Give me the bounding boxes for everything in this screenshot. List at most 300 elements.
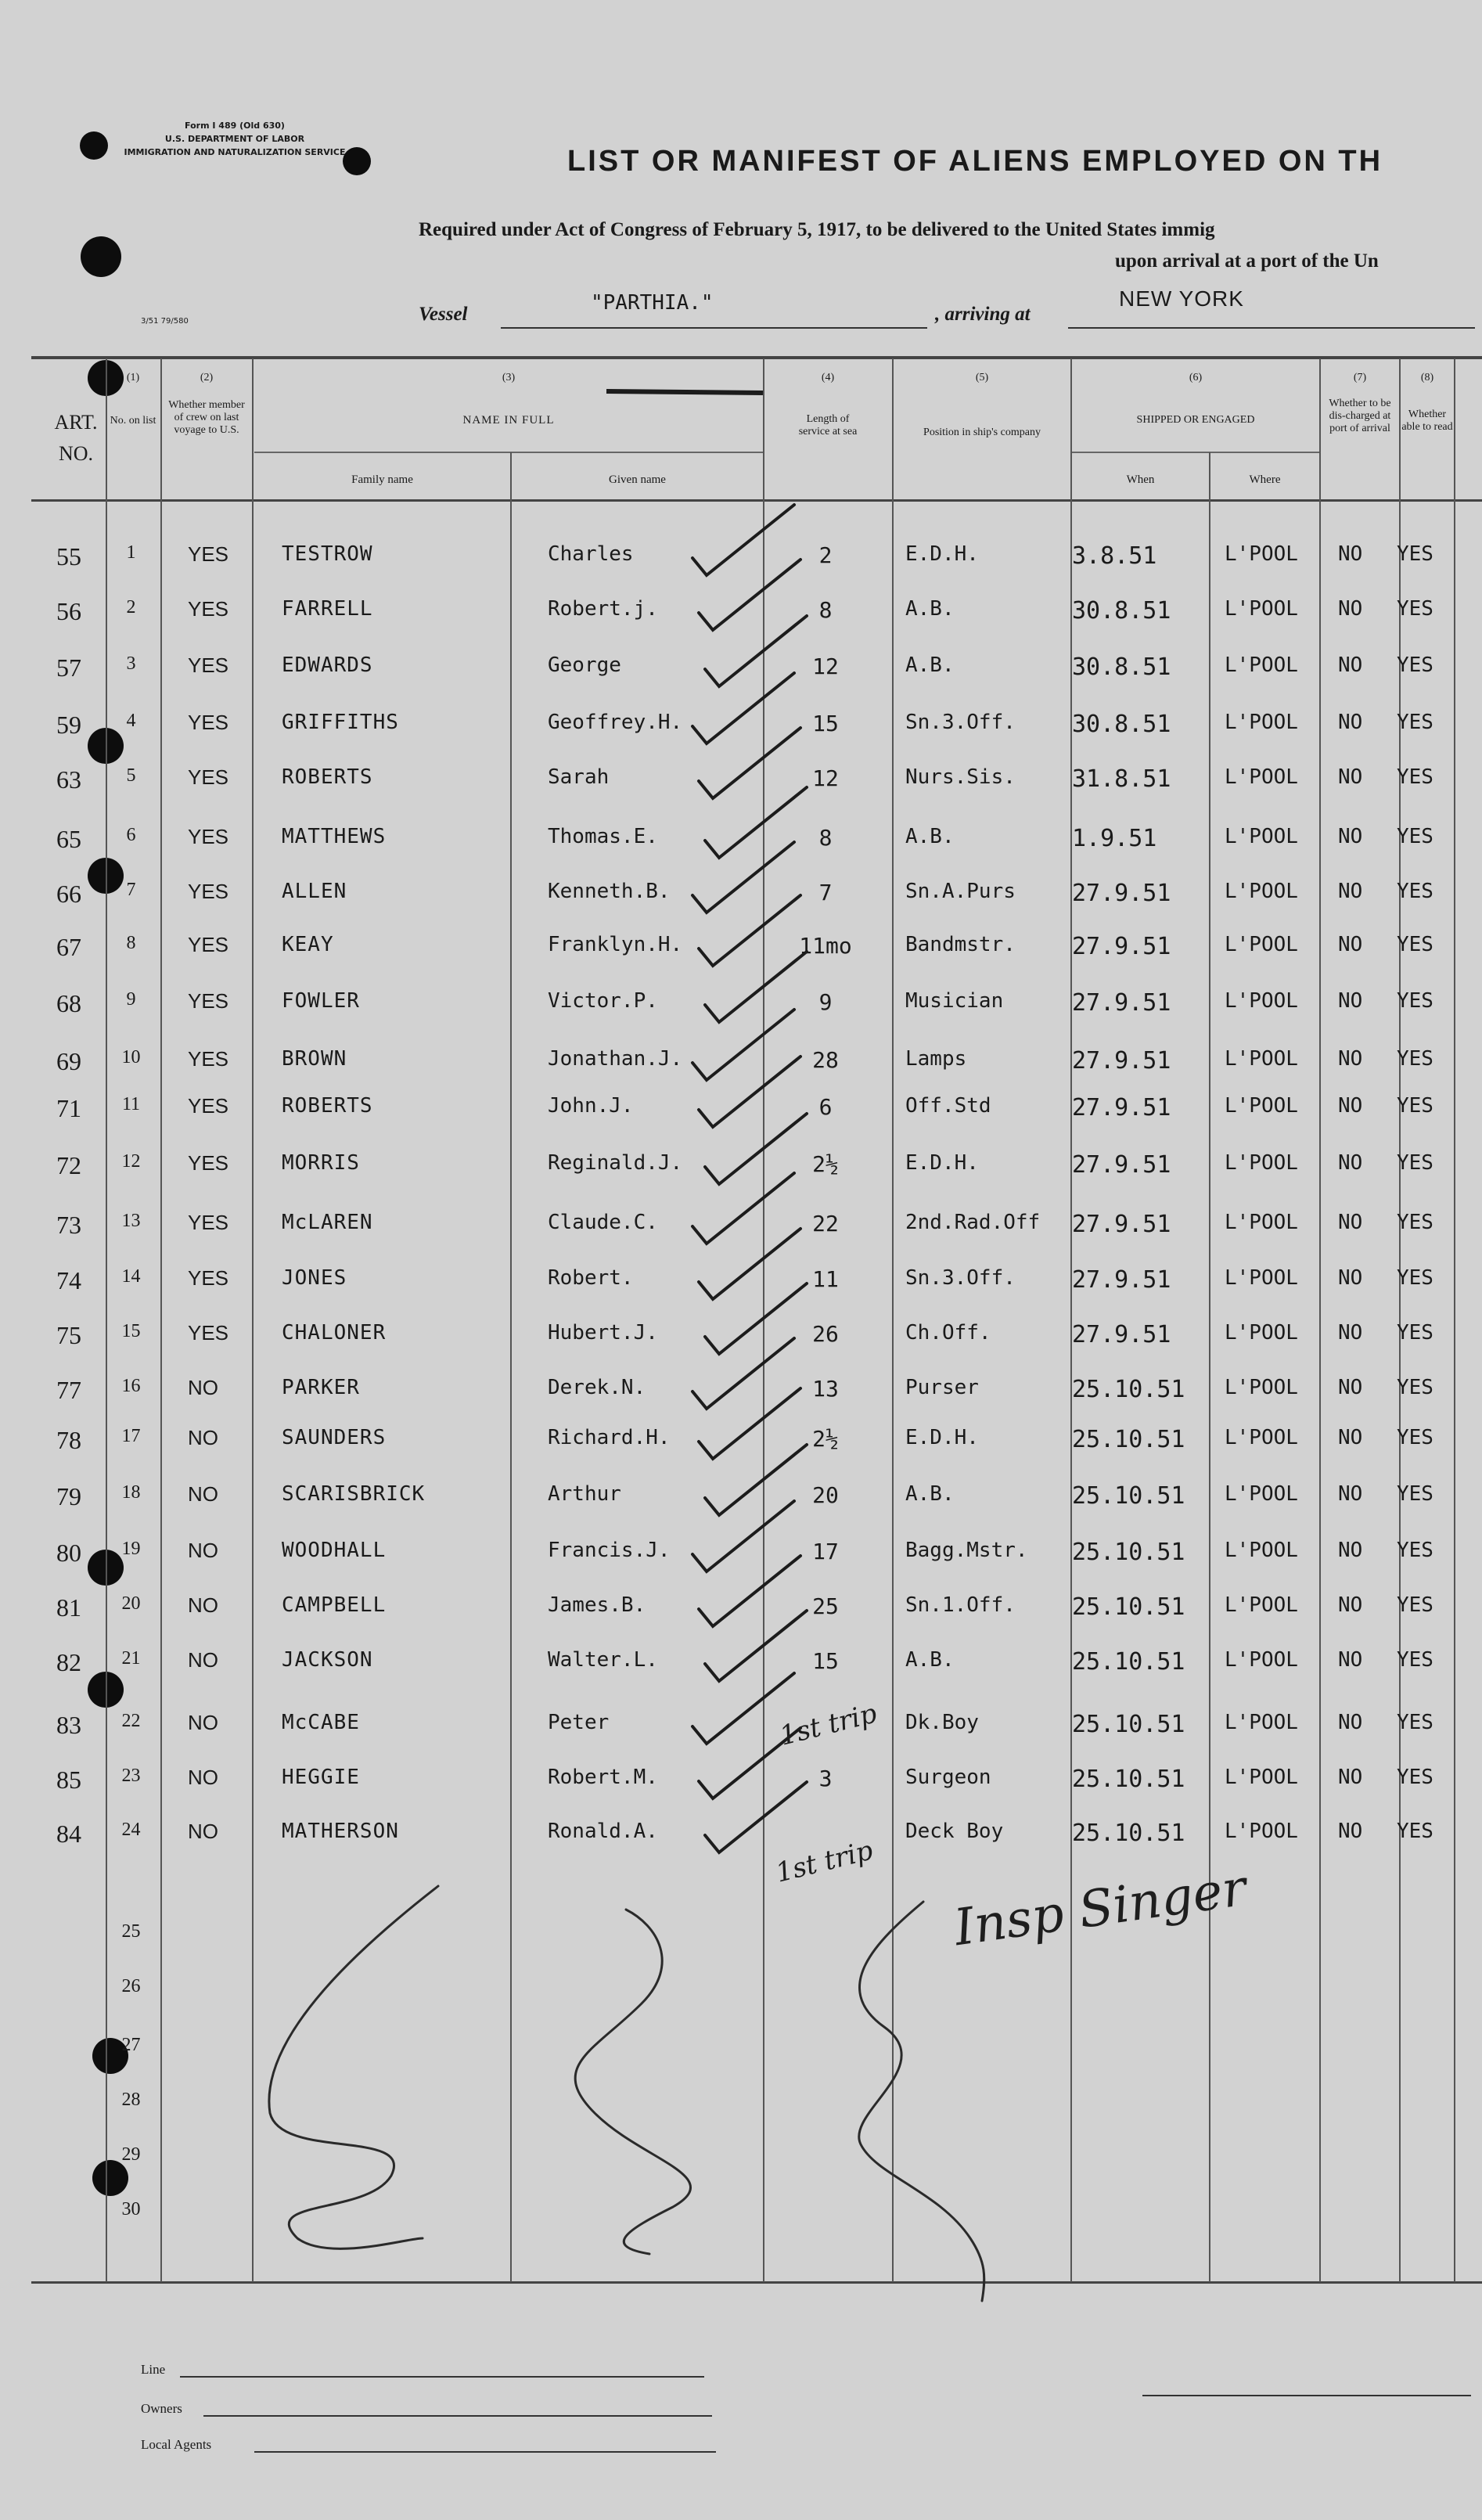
engaged-when: 27.9.51 bbox=[1072, 1321, 1171, 1348]
engaged-when: 25.10.51 bbox=[1072, 1593, 1185, 1621]
art-number: 73 bbox=[56, 1211, 81, 1239]
header-art-no: ART. NO. bbox=[54, 411, 98, 465]
cancel-squiggle bbox=[269, 1886, 438, 2248]
given-name: Robert.M. bbox=[548, 1766, 658, 1789]
art-number: 71 bbox=[56, 1094, 81, 1122]
engaged-when: 27.9.51 bbox=[1072, 880, 1171, 907]
position: A.B. bbox=[905, 1648, 955, 1672]
length-of-service: 9 bbox=[818, 989, 833, 1015]
length-of-service: 25 bbox=[812, 1593, 839, 1619]
art-number: 80 bbox=[56, 1539, 81, 1567]
able-to-read: YES bbox=[1397, 711, 1433, 734]
check-mark bbox=[705, 787, 807, 858]
engaged-when: 25.10.51 bbox=[1072, 1820, 1185, 1847]
given-name: Jonathan.J. bbox=[548, 1047, 683, 1071]
length-of-service: 15 bbox=[812, 1648, 839, 1674]
list-number: 15 bbox=[121, 1321, 141, 1341]
engaged-when: 25.10.51 bbox=[1072, 1426, 1185, 1453]
discharged-at-port: NO bbox=[1338, 1648, 1363, 1672]
art-number: 79 bbox=[56, 1482, 81, 1510]
family-name: MATTHEWS bbox=[282, 825, 387, 848]
check-mark bbox=[692, 505, 794, 575]
col-number-6: (6) bbox=[1189, 372, 1203, 383]
department: U.S. DEPARTMENT OF LABOR bbox=[164, 134, 305, 144]
given-name: Peter bbox=[548, 1711, 610, 1734]
discharged-at-port: NO bbox=[1338, 542, 1363, 566]
length-of-service: 3 bbox=[818, 1766, 833, 1791]
header-where: Where bbox=[1249, 473, 1281, 486]
header-discharged: Whether to be dis-charged at port of arrival bbox=[1329, 398, 1391, 434]
family-name: BROWN bbox=[282, 1047, 347, 1071]
position: Ch.Off. bbox=[905, 1321, 991, 1345]
header-able-to-read: Whether able to read bbox=[1401, 409, 1453, 433]
discharged-at-port: NO bbox=[1338, 653, 1363, 677]
position: Off.Std bbox=[905, 1094, 991, 1118]
engaged-where: L'POOL bbox=[1225, 1593, 1298, 1617]
art-number: 77 bbox=[56, 1376, 81, 1404]
length-of-service: 15 bbox=[812, 711, 839, 736]
able-to-read: YES bbox=[1397, 1376, 1433, 1399]
art-number: 75 bbox=[56, 1321, 81, 1349]
discharged-at-port: NO bbox=[1338, 989, 1363, 1013]
list-number: 21 bbox=[121, 1648, 141, 1669]
arriving-value: NEW YORK bbox=[1119, 286, 1244, 311]
discharged-at-port: NO bbox=[1338, 1211, 1363, 1234]
position: Sn.1.Off. bbox=[905, 1593, 1016, 1617]
engaged-when: 27.9.51 bbox=[1072, 933, 1171, 960]
family-name: McCABE bbox=[282, 1711, 360, 1734]
previous-voyage: YES bbox=[188, 597, 229, 621]
art-number: 63 bbox=[56, 765, 81, 794]
art-number: 85 bbox=[56, 1766, 81, 1794]
given-name: Francis.J. bbox=[548, 1539, 671, 1562]
able-to-read: YES bbox=[1397, 1321, 1433, 1345]
list-number: 8 bbox=[126, 933, 136, 953]
given-name: Ronald.A. bbox=[548, 1820, 658, 1843]
able-to-read: YES bbox=[1397, 1711, 1433, 1734]
given-name: Geoffrey.H. bbox=[548, 711, 683, 734]
list-number: 10 bbox=[121, 1047, 141, 1067]
position: Sn.A.Purs bbox=[905, 880, 1016, 903]
svg-text:1st trip: 1st trip bbox=[776, 1697, 880, 1752]
given-name: Richard.H. bbox=[548, 1426, 671, 1449]
engaged-when: 30.8.51 bbox=[1072, 711, 1171, 738]
header-previous-voyage: Whether member of crew on last voyage to U.S. bbox=[168, 399, 245, 436]
length-of-service: 2½ bbox=[812, 1151, 839, 1177]
family-name: EDWARDS bbox=[282, 653, 373, 677]
previous-voyage: NO bbox=[188, 1820, 218, 1843]
engaged-where: L'POOL bbox=[1225, 597, 1298, 621]
able-to-read: YES bbox=[1397, 1426, 1433, 1449]
check-mark bbox=[699, 1388, 800, 1459]
given-name: Robert.j. bbox=[548, 597, 658, 621]
given-name: George bbox=[548, 653, 621, 677]
engaged-when: 27.9.51 bbox=[1072, 1047, 1171, 1075]
document-title: LIST OR MANIFEST OF ALIENS EMPLOYED ON TH bbox=[567, 145, 1383, 178]
previous-voyage: YES bbox=[188, 880, 229, 903]
blank-line-number: 30 bbox=[121, 2199, 141, 2219]
able-to-read: YES bbox=[1397, 989, 1433, 1013]
engaged-when: 25.10.51 bbox=[1072, 1539, 1185, 1566]
family-name: CHALONER bbox=[282, 1321, 387, 1345]
given-name: Kenneth.B. bbox=[548, 880, 671, 903]
blank-line-number: 27 bbox=[121, 2035, 141, 2055]
footer-line-label: Line bbox=[141, 2362, 166, 2377]
engaged-where: L'POOL bbox=[1225, 1482, 1298, 1506]
engaged-when: 30.8.51 bbox=[1072, 653, 1171, 681]
check-mark bbox=[692, 673, 794, 743]
family-name: MORRIS bbox=[282, 1151, 360, 1175]
discharged-at-port: NO bbox=[1338, 1321, 1363, 1345]
position: Nurs.Sis. bbox=[905, 765, 1016, 789]
engaged-where: L'POOL bbox=[1225, 1047, 1298, 1071]
able-to-read: YES bbox=[1397, 880, 1433, 903]
previous-voyage: NO bbox=[188, 1376, 218, 1399]
engaged-where: L'POOL bbox=[1225, 1321, 1298, 1345]
able-to-read: YES bbox=[1397, 1593, 1433, 1617]
previous-voyage: NO bbox=[188, 1766, 218, 1789]
length-of-service: 2½ bbox=[812, 1426, 839, 1452]
previous-voyage: YES bbox=[188, 989, 229, 1013]
discharged-at-port: NO bbox=[1338, 825, 1363, 848]
document-subtitle-1: Required under Act of Congress of February 5, 1917, to be delivered to the United States immig bbox=[419, 219, 1215, 240]
header-position: Position in ship's company bbox=[923, 427, 1041, 438]
discharged-at-port: NO bbox=[1338, 1711, 1363, 1734]
engaged-where: L'POOL bbox=[1225, 1539, 1298, 1562]
check-mark bbox=[692, 842, 794, 913]
position: Lamps bbox=[905, 1047, 967, 1071]
footer-line-underline bbox=[180, 2376, 704, 2378]
vessel-label: Vessel bbox=[419, 304, 468, 325]
print-code: 3/51 79/580 bbox=[141, 317, 189, 326]
engaged-when: 25.10.51 bbox=[1072, 1648, 1185, 1676]
length-of-service: 12 bbox=[812, 765, 839, 791]
discharged-at-port: NO bbox=[1338, 1376, 1363, 1399]
family-name: TESTROW bbox=[282, 542, 373, 566]
list-number: 12 bbox=[121, 1151, 141, 1172]
family-name: ROBERTS bbox=[282, 765, 373, 789]
discharged-at-port: NO bbox=[1338, 880, 1363, 903]
list-number: 5 bbox=[126, 765, 136, 786]
position: Dk.Boy bbox=[905, 1711, 979, 1734]
length-of-service: 13 bbox=[812, 1376, 839, 1402]
given-name: Robert. bbox=[548, 1266, 634, 1290]
length-of-service: 8 bbox=[818, 825, 833, 851]
given-name: Hubert.J. bbox=[548, 1321, 658, 1345]
length-of-service: 28 bbox=[812, 1047, 839, 1073]
family-name: MATHERSON bbox=[282, 1820, 399, 1843]
previous-voyage: YES bbox=[188, 653, 229, 677]
previous-voyage: YES bbox=[188, 1321, 229, 1345]
engaged-when: 27.9.51 bbox=[1072, 1211, 1171, 1238]
position: Bagg.Mstr. bbox=[905, 1539, 1028, 1562]
position: Sn.3.Off. bbox=[905, 711, 1016, 734]
engaged-where: L'POOL bbox=[1225, 1211, 1298, 1234]
header-when: When bbox=[1126, 473, 1155, 486]
engaged-where: L'POOL bbox=[1225, 1266, 1298, 1290]
art-number: 82 bbox=[56, 1648, 81, 1676]
list-number: 3 bbox=[126, 653, 136, 674]
able-to-read: YES bbox=[1397, 765, 1433, 789]
previous-voyage: YES bbox=[188, 1211, 229, 1234]
discharged-at-port: NO bbox=[1338, 711, 1363, 734]
previous-voyage: YES bbox=[188, 711, 229, 734]
given-name: Franklyn.H. bbox=[548, 933, 683, 956]
document-subtitle-2: upon arrival at a port of the Un bbox=[1115, 250, 1379, 272]
engaged-when: 27.9.51 bbox=[1072, 1266, 1171, 1294]
engaged-where: L'POOL bbox=[1225, 765, 1298, 789]
check-mark bbox=[692, 1338, 794, 1409]
able-to-read: YES bbox=[1397, 1151, 1433, 1175]
art-number: 65 bbox=[56, 825, 81, 853]
previous-voyage: NO bbox=[188, 1482, 218, 1506]
position: A.B. bbox=[905, 825, 955, 848]
able-to-read: YES bbox=[1397, 825, 1433, 848]
engaged-where: L'POOL bbox=[1225, 1820, 1298, 1843]
engaged-when: 1.9.51 bbox=[1072, 825, 1157, 852]
footer-owners-underline bbox=[203, 2415, 712, 2417]
art-number: 81 bbox=[56, 1593, 81, 1622]
engaged-where: L'POOL bbox=[1225, 933, 1298, 956]
position: Musician bbox=[905, 989, 1004, 1013]
family-name: JONES bbox=[282, 1266, 347, 1290]
engaged-where: L'POOL bbox=[1225, 880, 1298, 903]
header-name-in-full: NAME IN FULL bbox=[462, 414, 555, 427]
given-name: John.J. bbox=[548, 1094, 634, 1118]
family-name: WOODHALL bbox=[282, 1539, 387, 1562]
list-number: 1 bbox=[126, 542, 136, 563]
position: Sn.3.Off. bbox=[905, 1266, 1016, 1290]
header-length-of-service: Length of service at sea bbox=[798, 413, 858, 437]
col-number-5: (5) bbox=[975, 372, 989, 383]
col-number-8: (8) bbox=[1420, 372, 1434, 383]
previous-voyage: NO bbox=[188, 1711, 218, 1734]
previous-voyage: NO bbox=[188, 1593, 218, 1617]
family-name: KEAY bbox=[282, 933, 334, 956]
blank-line-number: 29 bbox=[121, 2144, 141, 2165]
col-number-3: (3) bbox=[502, 372, 516, 383]
art-number: 84 bbox=[56, 1820, 81, 1848]
previous-voyage: YES bbox=[188, 1094, 229, 1118]
list-number: 13 bbox=[121, 1211, 141, 1231]
art-number: 66 bbox=[56, 880, 81, 908]
length-of-service: 26 bbox=[812, 1321, 839, 1347]
able-to-read: YES bbox=[1397, 1648, 1433, 1672]
length-of-service: 2 bbox=[818, 542, 833, 568]
family-name: FARRELL bbox=[282, 597, 373, 621]
previous-voyage: YES bbox=[188, 765, 229, 789]
inspector-signature: Insp Singer bbox=[951, 1859, 1250, 1958]
able-to-read: YES bbox=[1397, 1539, 1433, 1562]
engaged-when: 3.8.51 bbox=[1072, 542, 1157, 570]
engaged-where: L'POOL bbox=[1225, 1711, 1298, 1734]
position: E.D.H. bbox=[905, 1151, 979, 1175]
length-of-service: 17 bbox=[812, 1539, 839, 1564]
family-name: SCARISBRICK bbox=[282, 1482, 426, 1506]
list-number: 19 bbox=[121, 1539, 141, 1559]
given-name: Claude.C. bbox=[548, 1211, 658, 1234]
position: Bandmstr. bbox=[905, 933, 1016, 956]
list-number: 23 bbox=[121, 1766, 141, 1786]
art-number: 57 bbox=[56, 653, 81, 682]
stroke-under-name-header bbox=[606, 391, 763, 393]
col-number-2: (2) bbox=[200, 372, 214, 383]
engaged-where: L'POOL bbox=[1225, 1376, 1298, 1399]
blank-line-number: 25 bbox=[121, 1921, 141, 1942]
position: A.B. bbox=[905, 597, 955, 621]
art-number: 83 bbox=[56, 1711, 81, 1739]
able-to-read: YES bbox=[1397, 1047, 1433, 1071]
header-shipped-or-engaged: SHIPPED OR ENGAGED bbox=[1136, 414, 1255, 426]
engaged-when: 25.10.51 bbox=[1072, 1766, 1185, 1793]
footer-right-underline bbox=[1142, 2395, 1471, 2396]
blank-line-number: 28 bbox=[121, 2090, 141, 2110]
engaged-where: L'POOL bbox=[1225, 1151, 1298, 1175]
length-of-service: 11 bbox=[812, 1266, 839, 1292]
service: IMMIGRATION AND NATURALIZATION SERVICE bbox=[124, 147, 346, 157]
discharged-at-port: NO bbox=[1338, 1426, 1363, 1449]
able-to-read: YES bbox=[1397, 1266, 1433, 1290]
given-name: Walter.L. bbox=[548, 1648, 658, 1672]
engaged-where: L'POOL bbox=[1225, 825, 1298, 848]
list-number: 14 bbox=[121, 1266, 141, 1287]
art-number: 59 bbox=[56, 711, 81, 739]
engaged-where: L'POOL bbox=[1225, 1426, 1298, 1449]
given-name: James.B. bbox=[548, 1593, 646, 1617]
discharged-at-port: NO bbox=[1338, 1047, 1363, 1071]
footer-owners-label: Owners bbox=[141, 2401, 182, 2416]
discharged-at-port: NO bbox=[1338, 1151, 1363, 1175]
check-mark bbox=[692, 1501, 794, 1571]
family-name: GRIFFITHS bbox=[282, 711, 399, 734]
able-to-read: YES bbox=[1397, 1211, 1433, 1234]
length-of-service: 7 bbox=[818, 880, 833, 905]
family-name: JACKSON bbox=[282, 1648, 373, 1672]
discharged-at-port: NO bbox=[1338, 1539, 1363, 1562]
header-no-on-list: No. on list bbox=[110, 415, 156, 427]
list-number: 17 bbox=[121, 1426, 141, 1446]
position: 2nd.Rad.Off bbox=[905, 1211, 1041, 1234]
length-of-service: 22 bbox=[812, 1211, 839, 1237]
position: Deck Boy bbox=[905, 1820, 1004, 1843]
art-number: 67 bbox=[56, 933, 81, 961]
length-of-service: 6 bbox=[818, 1094, 833, 1120]
list-number: 7 bbox=[126, 880, 136, 900]
length-of-service: 20 bbox=[812, 1482, 839, 1508]
previous-voyage: NO bbox=[188, 1539, 218, 1562]
discharged-at-port: NO bbox=[1338, 1482, 1363, 1506]
art-number: 78 bbox=[56, 1426, 81, 1454]
svg-text:1st trip: 1st trip bbox=[772, 1834, 876, 1889]
position: Surgeon bbox=[905, 1766, 991, 1789]
art-number: 68 bbox=[56, 989, 81, 1017]
art-number: 56 bbox=[56, 597, 81, 625]
col-number-1: (1) bbox=[126, 372, 140, 383]
art-number: 69 bbox=[56, 1047, 81, 1075]
engaged-when: 27.9.51 bbox=[1072, 1151, 1171, 1179]
position: E.D.H. bbox=[905, 542, 979, 566]
engaged-when: 25.10.51 bbox=[1072, 1711, 1185, 1738]
footer-agents-label: Local Agents bbox=[141, 2437, 212, 2452]
list-number: 4 bbox=[126, 711, 136, 731]
given-name: Derek.N. bbox=[548, 1376, 646, 1399]
able-to-read: YES bbox=[1397, 597, 1433, 621]
first-trip-note bbox=[773, 1697, 880, 1888]
given-name: Charles bbox=[548, 542, 634, 566]
list-number: 2 bbox=[126, 597, 136, 617]
engaged-where: L'POOL bbox=[1225, 1094, 1298, 1118]
family-name: PARKER bbox=[282, 1376, 360, 1399]
given-name: Reginald.J. bbox=[548, 1151, 683, 1175]
engaged-where: L'POOL bbox=[1225, 653, 1298, 677]
engaged-when: 27.9.51 bbox=[1072, 1094, 1171, 1121]
discharged-at-port: NO bbox=[1338, 933, 1363, 956]
list-number: 11 bbox=[121, 1094, 141, 1114]
able-to-read: YES bbox=[1397, 1766, 1433, 1789]
engaged-when: 31.8.51 bbox=[1072, 765, 1171, 793]
discharged-at-port: NO bbox=[1338, 1266, 1363, 1290]
list-number: 16 bbox=[121, 1376, 141, 1396]
cancel-squiggle bbox=[859, 1902, 984, 2301]
footer-agents-underline bbox=[254, 2451, 716, 2453]
given-name: Victor.P. bbox=[548, 989, 658, 1013]
col-number-4: (4) bbox=[821, 372, 835, 383]
vessel-value: "PARTHIA." bbox=[591, 291, 714, 315]
position: Purser bbox=[905, 1376, 979, 1399]
header-given-name: Given name bbox=[609, 473, 666, 486]
engaged-when: 30.8.51 bbox=[1072, 597, 1171, 625]
art-number: 72 bbox=[56, 1151, 81, 1179]
art-number: 74 bbox=[56, 1266, 81, 1294]
given-name: Thomas.E. bbox=[548, 825, 658, 848]
able-to-read: YES bbox=[1397, 933, 1433, 956]
previous-voyage: YES bbox=[188, 933, 229, 956]
engaged-when: 27.9.51 bbox=[1072, 989, 1171, 1017]
length-of-service: 11mo bbox=[799, 933, 852, 959]
engaged-where: L'POOL bbox=[1225, 542, 1298, 566]
family-name: HEGGIE bbox=[282, 1766, 360, 1789]
previous-voyage: YES bbox=[188, 825, 229, 848]
position: A.B. bbox=[905, 653, 955, 677]
blank-line-number: 26 bbox=[121, 1976, 141, 1996]
family-name: ALLEN bbox=[282, 880, 347, 903]
header-family-name: Family name bbox=[351, 473, 413, 486]
family-name: SAUNDERS bbox=[282, 1426, 387, 1449]
discharged-at-port: NO bbox=[1338, 1766, 1363, 1789]
family-name: CAMPBELL bbox=[282, 1593, 387, 1617]
discharged-at-port: NO bbox=[1338, 1593, 1363, 1617]
previous-voyage: YES bbox=[188, 1151, 229, 1175]
engaged-when: 25.10.51 bbox=[1072, 1376, 1185, 1403]
discharged-at-port: NO bbox=[1338, 1094, 1363, 1118]
able-to-read: YES bbox=[1397, 1820, 1433, 1843]
discharged-at-port: NO bbox=[1338, 1820, 1363, 1843]
list-number: 24 bbox=[121, 1820, 141, 1840]
form-number: Form I 489 (Old 630) bbox=[185, 121, 285, 131]
given-name: Sarah bbox=[548, 765, 610, 789]
col-number-7: (7) bbox=[1353, 372, 1367, 383]
engaged-where: L'POOL bbox=[1225, 1648, 1298, 1672]
able-to-read: YES bbox=[1397, 1094, 1433, 1118]
engaged-where: L'POOL bbox=[1225, 711, 1298, 734]
able-to-read: YES bbox=[1397, 1482, 1433, 1506]
family-name: FOWLER bbox=[282, 989, 360, 1013]
list-number: 9 bbox=[126, 989, 136, 1010]
engaged-where: L'POOL bbox=[1225, 1766, 1298, 1789]
able-to-read: YES bbox=[1397, 542, 1433, 566]
length-of-service: 8 bbox=[818, 597, 833, 623]
list-number: 6 bbox=[126, 825, 136, 845]
